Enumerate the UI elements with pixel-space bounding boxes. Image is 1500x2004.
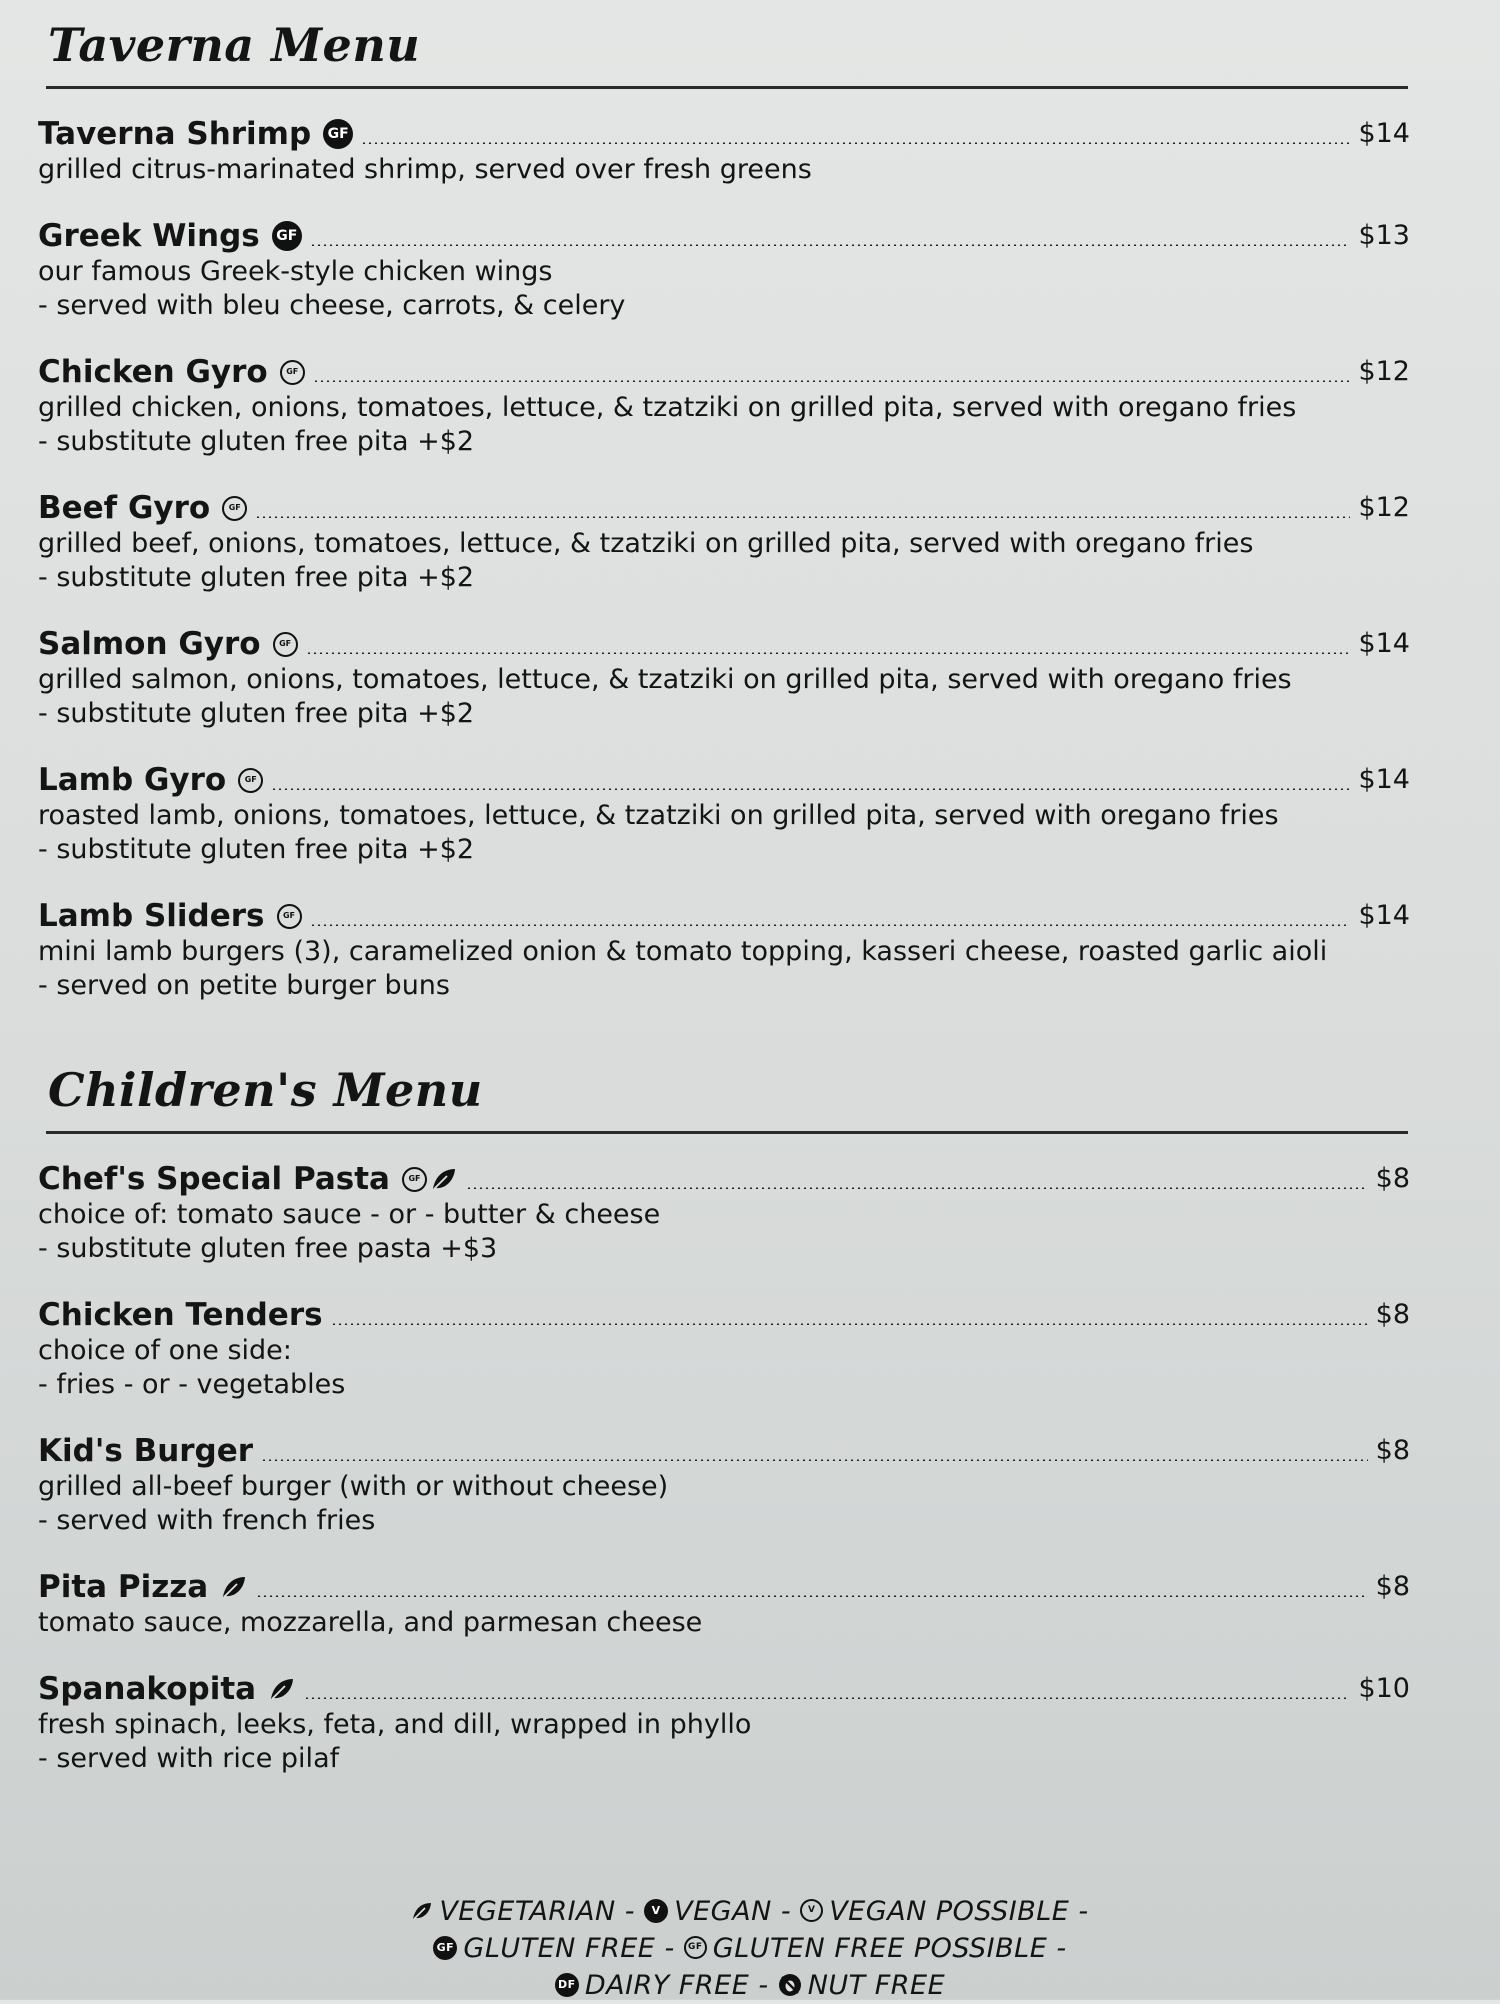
dot-leader [361,142,1350,144]
childrens-menu-list [38,1160,1410,1776]
menu-item-header [38,1670,1410,1708]
childrens-menu-title: Children's Menu [48,1063,483,1117]
menu-item-header [38,217,1410,255]
menu-item-name: Spanakopita [38,1671,257,1707]
gluten-free-icon: GF [323,119,353,149]
gluten-free-possible-icon: GF [280,360,305,385]
menu-item-price: $14 [1358,764,1410,795]
menu-item-price: $14 [1358,628,1410,659]
menu-item-description: - substitute gluten free pita +$2 [38,698,475,729]
gluten-free-possible-icon: GF [402,1167,427,1192]
dietary-badges [272,221,302,251]
taverna-menu-title: Taverna Menu [48,18,421,72]
legend-line-3: DF DAIRY FREE - NUT FREE [0,1967,1500,2004]
menu-item-header [38,1296,1410,1334]
menu-item-description: - served with rice pilaf [38,1743,340,1774]
menu-item-name: Kid's Burger [38,1433,254,1469]
menu-page [38,18,1410,1806]
menu-item-description: fresh spinach, leeks, feta, and dill, wrapped in phyllo [38,1709,752,1740]
dietary-badges [273,632,298,657]
dietary-badges [238,768,263,793]
menu-item [38,761,1410,867]
menu-item-description: - substitute gluten free pita +$2 [38,562,475,593]
menu-item-price: $14 [1358,900,1410,931]
menu-item-description: roasted lamb, onions, tomatoes, lettuce, & tzatziki on grilled pita, served with oregano fries [38,800,1279,831]
menu-item [38,1670,1410,1776]
menu-item-description: grilled beef, onions, tomatoes, lettuce, & tzatziki on grilled pita, served with oregano fries [38,528,1254,559]
menu-item [38,489,1410,595]
dot-leader [313,380,1351,382]
dot-leader [331,1323,1368,1325]
menu-item [38,115,1410,187]
menu-item-description: - substitute gluten free pita +$2 [38,834,475,865]
taverna-menu-list [38,115,1410,1003]
menu-item-description: tomato sauce, mozzarella, and parmesan cheese [38,1607,703,1638]
menu-item-header [38,115,1410,153]
menu-item-name: Lamb Gyro [38,762,227,798]
menu-item-header [38,353,1410,391]
menu-item-header [38,489,1410,527]
vegan-possible-icon: V [800,1899,823,1922]
menu-item-name: Chicken Tenders [38,1297,323,1333]
menu-item-description: choice of: tomato sauce - or - butter & cheese [38,1199,661,1230]
dot-leader [466,1187,1368,1189]
menu-item-header [38,625,1410,663]
menu-item-price: $14 [1358,118,1410,149]
section-divider [46,86,1408,89]
menu-item-name: Taverna Shrimp [38,116,312,152]
dietary-badges [220,1574,248,1600]
menu-item [38,625,1410,731]
dietary-legend [0,1893,1500,2004]
menu-item-name: Salmon Gyro [38,626,261,662]
menu-item-description: grilled citrus-marinated shrimp, served over fresh greens [38,154,812,185]
dot-leader [304,1697,1350,1699]
dietary-badges [268,1676,296,1702]
section-divider [46,1131,1408,1134]
menu-item-header [38,761,1410,799]
dietary-badges [222,496,247,521]
dot-leader [261,1459,1368,1461]
legend-line-1: VEGETARIAN - V VEGAN - V VEGAN POSSIBLE - [0,1893,1500,1930]
menu-item-name: Greek Wings [38,218,260,254]
dot-leader [310,924,1351,926]
dot-leader [256,1595,1367,1597]
menu-item-price: $10 [1358,1673,1410,1704]
dietary-badges [280,360,305,385]
menu-item [38,1160,1410,1266]
vegan-icon: V [644,1899,668,1923]
menu-item-name: Lamb Sliders [38,898,265,934]
menu-item-description: choice of one side: [38,1335,292,1366]
dot-leader [310,244,1351,246]
dot-leader [271,788,1350,790]
menu-item-price: $8 [1375,1435,1410,1466]
gluten-free-possible-icon: GF [684,1936,707,1959]
menu-item-price: $8 [1375,1571,1410,1602]
dairy-free-icon: DF [555,1973,579,1997]
menu-item [38,217,1410,323]
menu-item-description: our famous Greek-style chicken wings [38,256,553,287]
menu-item-description: grilled salmon, onions, tomatoes, lettuce, & tzatziki on grilled pita, served with oregano fries [38,664,1292,695]
menu-item-name: Pita Pizza [38,1569,209,1605]
gluten-free-possible-icon: GF [222,496,247,521]
dietary-badges [402,1166,458,1192]
menu-item-description: mini lamb burgers (3), caramelized onion & tomato topping, kasseri cheese, roasted garlic aioli [38,936,1328,967]
menu-item-description: grilled all-beef burger (with or without cheese) [38,1471,669,1502]
vegetarian-leaf-icon [220,1574,248,1600]
gluten-free-icon: GF [272,221,302,251]
menu-item [38,1432,1410,1538]
dot-leader [306,652,1351,654]
gluten-free-possible-icon: GF [273,632,298,657]
dot-leader [255,516,1350,518]
menu-item-price: $8 [1375,1163,1410,1194]
menu-item-name: Beef Gyro [38,490,211,526]
menu-item-price: $13 [1358,220,1410,251]
menu-item [38,897,1410,1003]
vegetarian-leaf-icon [411,1901,433,1921]
dietary-badges [277,904,302,929]
gluten-free-possible-icon: GF [238,768,263,793]
menu-item-header [38,1160,1410,1198]
menu-item-description: - fries - or - vegetables [38,1369,346,1400]
menu-item-description: - served with french fries [38,1505,376,1536]
menu-item-description: - served on petite burger buns [38,970,450,1001]
menu-item-price: $8 [1375,1299,1410,1330]
vegetarian-leaf-icon [268,1676,296,1702]
gluten-free-possible-icon: GF [277,904,302,929]
menu-item-description: - substitute gluten free pasta +$3 [38,1233,498,1264]
menu-item-header [38,1568,1410,1606]
menu-item-name: Chef's Special Pasta [38,1161,390,1197]
vegetarian-leaf-icon [430,1166,458,1192]
menu-item [38,1568,1410,1640]
menu-item [38,353,1410,459]
menu-item-description: - substitute gluten free pita +$2 [38,426,475,457]
menu-item [38,1296,1410,1402]
nut-free-icon [778,1973,802,1997]
menu-item-price: $12 [1358,492,1410,523]
dietary-badges [323,119,353,149]
gluten-free-icon: GF [433,1936,457,1960]
legend-line-2: GF GLUTEN FREE - GF GLUTEN FREE POSSIBLE - [0,1930,1500,1967]
menu-item-header [38,1432,1410,1470]
menu-item-description: - served with bleu cheese, carrots, & celery [38,290,626,321]
menu-item-price: $12 [1358,356,1410,387]
menu-item-description: grilled chicken, onions, tomatoes, lettuce, & tzatziki on grilled pita, served with oregano fries [38,392,1297,423]
menu-item-name: Chicken Gyro [38,354,268,390]
menu-item-header [38,897,1410,935]
